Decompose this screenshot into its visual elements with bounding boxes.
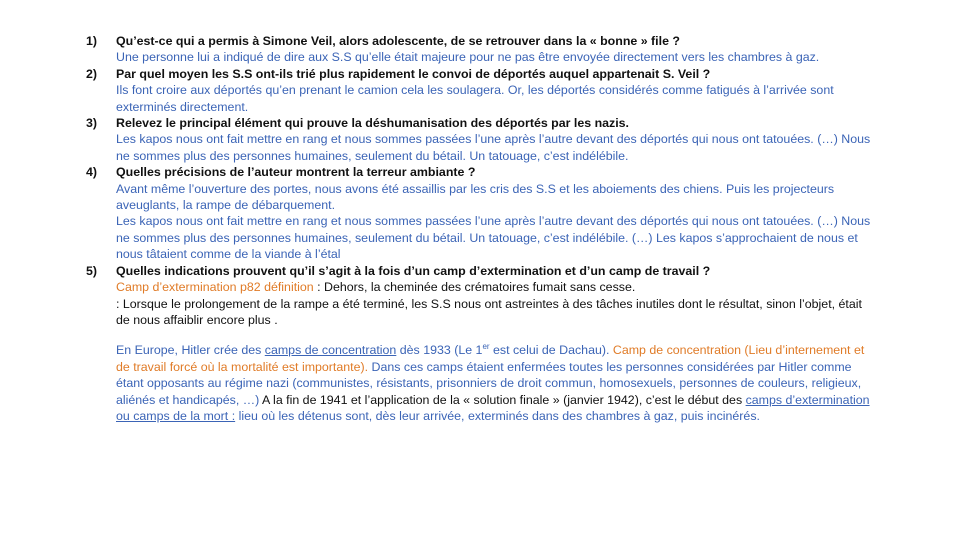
camps-de-concentration-link: camps de concentration (264, 343, 397, 358)
document-body (86, 33, 876, 424)
definition-label: Camp d’extermination p82 définition (116, 280, 314, 295)
answer-text: Ils font croire aux déportés qu’en prenant le camion cela les soulagera. Or, les déportés considérés comme fatigués à l’arrivée sont exterminés directement. (116, 83, 834, 114)
question-2 (86, 66, 876, 115)
answer-detail: : Dehors, la cheminée des crématoires fumait sans cesse. (313, 280, 636, 295)
question-4 (86, 164, 876, 262)
question-number: 4) (86, 165, 98, 180)
text-run: En Europe, Hitler crée des (116, 343, 265, 358)
closing-paragraph (86, 342, 876, 424)
camps-extermination-link: camps d’extermination ou camps de la mort : (116, 392, 870, 423)
question-5 (86, 263, 876, 329)
question-number: 5) (86, 263, 98, 278)
answer-text: : Lorsque le prolongement de la rampe a été terminé, les S.S nous ont astreintes à des tâches inutiles dont le résultat, sinon l’objet, était de nous affaiblir encore plus . (116, 296, 862, 327)
definition-text: Camp de concentration (Lieu d’internement et de travail forcé où la mortalité est importante). (116, 343, 865, 374)
spacer (86, 328, 876, 342)
answer-text: Les kapos nous ont fait mettre en rang et nous sommes passées l’une après l’autre devant des déportés qui nous ont tatouées. (…) Nous ne sommes plus des personnes humaines, seulement du bétail. Un tatouage, c’est indélébile. (116, 132, 871, 163)
superscript: er (482, 342, 490, 352)
text-run: A la fin de 1941 et l’application de la « solution finale » (janvier 1942), c’est le début des (259, 392, 746, 407)
question-text: Par quel moyen les S.S ont-ils trié plus rapidement le convoi de déportés auquel appartenait S. Veil ? (116, 66, 711, 81)
question-text: Quelles précisions de l’auteur montrent la terreur ambiante ? (116, 165, 476, 180)
answer-text (116, 279, 876, 295)
question-number: 1) (86, 34, 98, 48)
question-number: 2) (86, 66, 98, 81)
answer-text: Les kapos nous ont fait mettre en rang et nous sommes passées l’une après l’autre devant des déportés qui nous ont tatouées. (…) Nous ne sommes plus des personnes humaines, seulement du bétail. Un tatouage, c’est indélébile. (…) Les kapos s’approchaient de nous et nous tâtaient comme de la viande à l’étal (116, 214, 871, 262)
text-run: est celui de Dachau). (489, 343, 613, 358)
question-number: 3) (86, 116, 98, 131)
text-run: lieu où les détenus sont, dès leur arrivée, exterminés dans des chambres à gaz, puis incinérés. (235, 408, 760, 423)
answer-text: Une personne lui a indiqué de dire aux S.S qu’elle était majeure pour ne pas être envoyée directement vers les chambres à gaz. (116, 50, 820, 65)
answer-text: Avant même l’ouverture des portes, nous avons été assaillis par les cris des S.S et les aboiements des chiens. Puis les projecteurs aveuglants, la rampe de débarquement. (116, 181, 835, 213)
question-text: Quelles indications prouvent qu’il s’agit à la fois d’un camp d’extermination et d’un camp de travail ? (116, 263, 711, 278)
question-text: Relevez le principal élément qui prouve la déshumanisation des déportés par les nazis. (116, 116, 629, 131)
question-text: Qu’est-ce qui a permis à Simone Veil, alors adolescente, de se retrouver dans la « bonne » file ? (116, 34, 680, 48)
question-1 (86, 33, 876, 66)
question-3 (86, 115, 876, 164)
text-run: Dans ces camps étaient enfermées toutes les personnes considérées par Hitler comme étant opposants au régime nazi (communistes, résistants, prisonniers de droit commun, homosexuels, personnes de couleurs, religieux, aliénés et handicapés, …) (116, 359, 862, 407)
text-run: dès 1933 (Le 1 (396, 343, 483, 358)
